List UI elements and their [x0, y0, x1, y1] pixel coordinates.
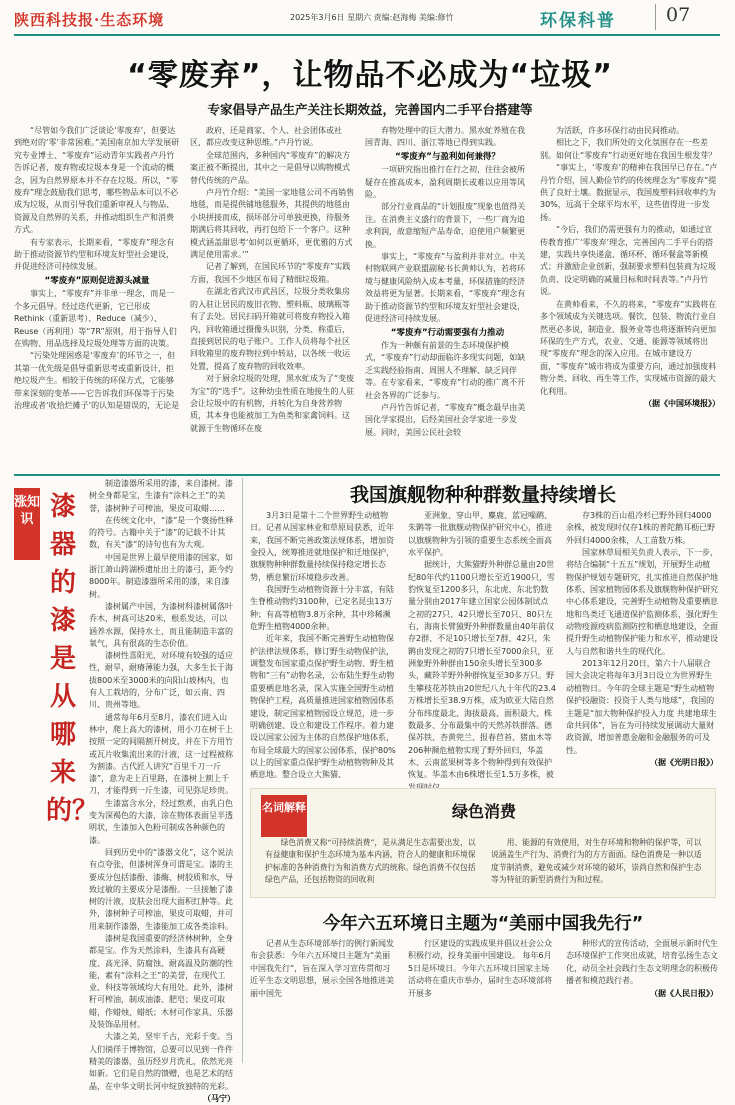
env-day-headline: 今年六五环境日主题为“美丽中国我先行” — [322, 914, 644, 934]
paragraph: 近年来，我国不断完善野生动植物保护法律法规体系，修订野生动物保护法，调整发布国家重点保护野生动物、野生植物和“三有”动物名录，公布陆生野生动物重要栖息地名录，深入实施全国野生动植物保护工程，高质量推进国家植物园体系建设，制定国家植物园设立规范，进一步明确创建、设立和建设工作程序。着力建设以国家公园为主体的自然保护地体系，布局全球最大的国家公园体系，保护80%以上的国家重点保护野生动植物物种及其栖息地。整合设立大熊猫、 — [250, 634, 396, 780]
glossary-text-left — [265, 837, 477, 897]
paragraph: 用、能源的有效使用，对生存环境和物种的保护等，可以说涵盖生产行为、消费行为的方方面面。绿色消费是一种以适度节制消费，避免或减少对环境的破坏，崇尚自然和保护生态等为特征的新型消费行为和过程。 — [491, 838, 702, 885]
flora-column-2 — [408, 510, 556, 780]
paragraph: 一项研究指出推行在行之初，往往会被所疑存在推高成本，盈利周期长或难以应用等风险。 — [365, 165, 525, 200]
env-column-1 — [250, 938, 398, 1063]
issue-meta: 2025年3月6日 星期六 责编:赵海梅 美编:修竹 — [290, 13, 454, 22]
knowledge-badge: 涨知识 — [14, 488, 40, 560]
flora-column-1 — [250, 510, 398, 780]
flora-headline: 我国旗舰物种种群数量持续增长 — [349, 484, 616, 506]
paragraph: 国家林草局相关负责人表示，下一步，将结合编制“十五五”规划，开展野生动植物保护规划专题研究，扎实推进自然保护地体系、国家植物园体系及旗舰物种保护研究中心体系建设，完善野生动植物及重要栖息地和鸟类迁飞通道保护监测体系，强化野生动物疫源疫病监测防控和栖息地建设，全面提升野生动植物保护能力和水平，推动建设人与自然和谐共生的现代化。 — [566, 548, 718, 656]
glossary-box — [250, 788, 716, 898]
paragraph: 通常每年6月至8月，漆农们进入山林中，爬上高大的漆树，用小刀在树干上按照一定的间隔割开树皮，并在下方用竹或瓦片收集流出来的汁液，这一过程被称为割漆。古代匠人讲究“百里千刀一斤漆”，意为走上百里路，在漆树上割上千刀，才能得到一斤生漆，可见弥足珍贵。 — [89, 712, 233, 796]
env-column-2 — [408, 938, 556, 1063]
paragraph: 卢丹竹告诉记者，“零废弃”概念最早由美国化学家提出，后经美国社会学家进一步发展。同时，美国公民社会较 — [365, 402, 526, 437]
paragraph: 弃物处理中的巨大潜力。黑水虻养殖在我国青海、四川、浙江等地已得到实践。 — [365, 126, 525, 148]
main-subhead: 专家倡导产品生产关注长期效益，完善国内二手平台搭建等 — [207, 102, 533, 117]
article-subheading: “零废弃”与盈利如何兼得？ — [395, 151, 500, 162]
paragraph: 中国是世界上最早使用漆的国家，如浙江萧山跨湖桥遗址出土的漆弓，距今约8000年。制造漆器所采用的漆，来自漆树。 — [89, 552, 233, 599]
source-credit: （据《中国环境报》） — [644, 398, 720, 408]
paragraph: 漆树性喜阳光，对环境有较强的适应性，耐旱，耐瘠薄能力强，大多生长于海拔800米至3000米的向阳山坡林内，也有人工栽培的，分布广泛，如云南、四川、贵州等地。 — [89, 651, 233, 710]
paragraph: 相比之下，我们所处的文化氛围存在一些差别。如何让“零废弃”行动更好地在我国生根发芽？ — [540, 138, 717, 160]
source-credit: （据《光明日报》） — [650, 757, 718, 767]
paragraph: 种形式的宣传活动，全面展示新时代生态环境保护工作突出成就，培育弘扬生态文化，动员全社会践行生态文明理念的积极传播者和模范践行者。 — [566, 939, 718, 986]
env-column-3 — [566, 938, 718, 1063]
paragraph: 绿色消费又称“可持续消费”，是从满足生态需要出发，以有益健康和保护生态环境为基本内涵，符合人的健康和环境保护标准的各种消费行为和消费方式的统称。绿色消费不仅包括绿色产品，还包括物资的回收利 — [265, 838, 476, 885]
paragraph: 事实上，“零废弃”与盈利并非对立。中关村物联网产业联盟副秘书长黄帅认为，若将环境与健康风险纳入成本考量，环保措施的经济效益将更为显著。长期来看，“零废弃”理念有助于推动资源节约型和环境友好型社会建设，促进经济可持续发展。 — [365, 252, 526, 324]
paragraph: “事实上，‘零废弃’的精神在我国早已存在。”卢丹竹介绍，国人勤俭节约的传统理念为“零废弃”提供了良好土壤。数据显示，我国废塑料回收率约为30%，远高于全球平均水平，这些值得进一步发扬。 — [540, 163, 718, 222]
paragraph: 制造漆器所采用的漆，来自漆树。漆树全身都是宝，生漆有“涂料之王”的美誉，漆树种子可榨油，果皮可取蜡…… — [89, 479, 233, 513]
paragraph: 在传统文化中，“漆”是一个褒扬性释的符号。古籍中关于“漆”的记载不计其数，有关“漆”的诗句也有为大观。 — [89, 515, 234, 550]
paragraph: 在黄帅看来，不久的将来，“零废弃”实践将在多个领域成为关键选项。餐饮、包装、物流行业自然更必多说，制造业、服务业等也将逐渐转向更加环保的生产方式，农业、交通、能源等领域将出现“零废弃”理念的深入应用。在城市建设方面，“零废弃”城市将成为重要方向，通过加强废料物分类、回收、再生等工作，实现城市资源的最大化利用。 — [540, 299, 717, 396]
glossary-badge: 名词解释 — [261, 795, 307, 837]
paragraph: 为活跃，许多环保行动由民间推动。 — [556, 126, 684, 135]
article-column-2 — [190, 125, 355, 470]
article-subheading: “零废弃”行动需要强有力推动 — [390, 327, 505, 338]
paragraph: 事实上，“零废弃”并非单一理念，而是一个多元倡导。经过迭代更新，它已形成Rethink（重新思考）、Reduce（减少）、Reuse（再利用）等“7R”原则，用于指导人们在购物、用品选择及垃圾处理等方面的决策。 — [14, 289, 177, 348]
page-number: 07 — [655, 4, 717, 30]
paragraph: 行区建设的实践成果并倡议社会公众积极行动，投身美丽中国建设。 每年6月5日是环境日。今年六五环境日国家主场活动将在重庆市举办，届时生态环境部将开展多 — [408, 939, 552, 998]
masthead — [0, 0, 735, 44]
paragraph: 生漆富含水分，经过熬煮，由乳白色变为深褐色的大漆，涂在物体表面呈半透明状，生漆加入色粉可制成各种颜色的漆。 — [89, 798, 233, 845]
paragraph: 对于厨余垃圾的处理，黑水虻成为了“变废为宝”的“选手”。这种幼虫性质在地接生的人驻会让垃圾中的有机物，并转化为自身营养物质，其本身也能被加工为鱼类和家禽饲料。这就源于生物循环在废 — [190, 374, 355, 433]
paragraph: 亚洲象、穿山甲、麋鹿、蓝冠噪鹛、朱鹮等一批旗舰动物保护研究中心，推进以旗舰物种为引领的重要生态系统全面高水平保护。 — [408, 511, 552, 558]
paragraph: “今后，我们仍需更强有力的推动，如通过宣传教育推广‘零废弃’理念，完善国内二手平台的搭建，实践共享快递盒、循环杯、循环餐盒等新模式；并激励企业创新，强制要求塑料包装商为垃圾负责、设定明确的减量目标和时间表等。”卢丹竹说。 — [540, 225, 716, 297]
flora-column-3 — [566, 510, 718, 780]
paragraph: 回到历史中的“漆器文化”，这个说法有点夸张，但漆树浑身可谓是宝。漆的主要成分包括漆酚、漆酶、树胶质和水，导致过敏的主要成分是漆酚。一旦接触了漆树的汁液，皮肤会出现大面积红肿等。此外，漆树种子可榨油，果皮可取蜡，并可用来制作漆器，生漆能加工成各类涂料。 — [89, 847, 234, 931]
paragraph: 记者了解到，在国民环节的“零废弃”实践方面，我国不少地区布局了精细垃圾箱。 — [190, 262, 351, 284]
paragraph: 存3株的百山祖冷杉已野外回归4000余株，被发现时仅存1株的普陀鹅耳枥已野外回归4000余株，人工苗数万株。 — [566, 511, 716, 545]
paragraph: 部分行业商品的“计划报废”现象也值得关注。在消费主义盛行的背景下，一些厂商为追求利润，故意缩短产品寿命，迫使用户频繁更换。 — [365, 202, 526, 249]
section-title: 环保科普 — [540, 11, 616, 31]
paragraph: 全球范围内，多种国内“零废弃”的解决方案正被不断提出，其中之一是倡导以购物模式替代传统的产品。 — [190, 150, 351, 185]
column-divider — [242, 478, 243, 1063]
article-column-4 — [540, 125, 720, 470]
paragraph: 3月3日是第十二个世界野生动植物日。记者从国家林业和草原局获悉，近年来，我国不断完善政策法规体系，增加资金投入，统筹推进就地保护和迁地保护，旗舰物种种群数量持续保持稳定增长态势，栖息繁衍环境稳步改善。 — [250, 511, 394, 582]
article-column-3 — [365, 125, 530, 470]
glossary-title: 绿色消费 — [451, 802, 516, 821]
paragraph: 政府、还是商家、个人、社会团体或社区，都应改变这种思维。”卢丹竹说。 — [190, 126, 342, 148]
source-credit: （据《人民日报》） — [650, 988, 718, 998]
main-headline: “零废弃”，让物品不必成为“垃圾” — [127, 58, 613, 93]
section-divider — [14, 474, 720, 476]
paragraph: 在湖北省武汉市武昌区，垃圾分类收集房的入驻让居民的废旧衣物、塑料瓶、玻璃瓶等有了去处。居民扫码开箱就可将废弃物投入箱内，回收箱通过摄像头识别，分类、称重后，直接到居民的电子账户。工作人员将每个社区回收箱里的废弃物拉到中转站，以各统一收运处置，提高了废弃物的回收效率。 — [190, 287, 350, 371]
paragraph: 漆树是我国重要的经济林树种，全身都是宝。作为天然涂料，生漆具有高硬度、高光泽、防腐蚀、耐高温及防潮的性能，素有“涂料之王”的美誉，在现代工业、科技等领域均大有用处。此外，漆树籽可榨油，制成油漆、肥皂；果皮可取蜡，作蜡烛、蜡纸；木材可作家具、乐器及装饰品用材。 — [89, 933, 233, 1030]
paragraph: 漆树属产中国，为漆树科漆树属落叶乔木，树高可达20米，根系发达，可以涵养水源，保持水土，而且能制造丰富的氧气，具有很高的生态价值。 — [89, 601, 233, 648]
paragraph: 记者从生态环境部举行的例行新闻发布会获悉：今年六五环境日主题为“美丽中国我先行”，旨在深入学习宣传贯彻习近平生态文明思想，展示全国各地推进美丽中国先 — [250, 939, 394, 998]
article-column-1 — [14, 125, 180, 470]
source-credit: （马宁） — [203, 1093, 235, 1103]
paragraph: 作为一种颇有前景的生态环境保护模式，“零废弃”行动却面临许多现实问题，如缺乏实践经验指南、周围人不理解、缺乏同伴等。在专家看来，“零废弃”行动的推广离不开社会各界的广泛参与。 — [365, 340, 526, 400]
glossary-text-right — [491, 837, 703, 897]
paragraph: “污染处理困惑是‘零废弃’的环节之一，但其第一优先级是倡导重新思考或重新设计，拒绝垃圾产生。相较于传统的环保方式，它能够带来深刻的变革——它告诉我们环保等于污染治理或者‘收拾烂摊子’的认知是错误的，无论是 — [14, 351, 180, 410]
paragraph: “尽管如今我们广泛谈论‘零废弃’，但要达到绝对的‘零’非常困难。”美国南京加大学发展研究专业博士、“零废弃”运动青年实践者卢丹竹告诉记者，废弃物或垃圾本身是一个流动的概念，因为自然界原本并不存在垃圾。所以，“零废弃”理念鼓励我们思考，哪些物品本可以不必成为垃圾，从而引导我们重新审视人与物品、资源及自然界的关系，并推动组织生产和消费方式。 — [14, 126, 180, 235]
masthead-rule — [14, 34, 720, 36]
paragraph: 大漆之美，坚牢千古，光彩千变。当人们徜徉于博物馆，总要可以见到一件件精美的漆器，虽历经岁月洗礼，依然光亮如新。它们是自然的馈赠，也是艺术的结晶，在中华文明长河中绽放独特的光彩。 — [89, 1032, 233, 1091]
paragraph: 2013年12月20日，第六十八届联合国大会决定将每年3月3日设立为世界野生动植物日。今年的全球主题是“野生动植物保护投融资：投资于人类与地球”，我国的主题是“加大物种保护投入力度 共建地球生命共同体”，旨在为可持续发展调动大量财政资源，增加普惠金融和金融服务的可及性。 — [566, 659, 717, 755]
article-subheading: “零废弃”原则促进源头减量 — [44, 275, 150, 286]
lacquer-title: 漆器的漆是从哪来的？ — [46, 492, 99, 826]
paragraph: 据统计，大熊猫野外种群总量由20世纪80年代约1100只增长至近1900只，雪豹恢复至1200多只，东北虎、东北豹数量分别由2017年建立国家公园体制试点之初的27只、42只增长至70只、80只左右，海南长臂猿野外种群数量由40年前仅存2群、不足10只增长至7群、42只，朱鹮由发现之初的7只增长至7000余只，亚洲象野外种群由150余头增长至300多头，藏羚羊野外种群恢复至30多万只。野生攀枝花苏铁由20世纪八九十年代的23.4万株增长至38.9万株，成为欧亚大陆自然分布纬度最北、海拔最高、面积最大、株数最多、分布最集中的天然苏铁群落。德保苏铁、杏黄兜兰、报春苣苔、猪血木等206种濒危植物实现了野外回归，华盖木、云南蓝果树等多个物种得到有效保护恢复。华盖木由6株增长至1.5万多株，被 — [408, 560, 556, 780]
paragraph: 我国野生动植物资源十分丰富，有陆生脊椎动物约3100种，已定名昆虫13万种；有高等植物3.8万余种，其中珍稀濒危野生植物4000余种。 — [250, 585, 394, 632]
paragraph: 有专家表示，长期来看，“零废弃”理念有助于推动资源节约型和环境友好型社会建设，并促进经济可持续发展。 — [14, 237, 175, 272]
paragraph: 卢丹竹介绍：“美国一家地毯公司不再销售地毯，而是提供铺地毯服务，其提供的地毯由小块拼接而成，损坏部分可单独更换，待服务期满后将其回收，再打包给下一个客户。这种模式涵盖甜思考‘如何以更循环，更优雅的方式满足使用需求。’” — [190, 188, 355, 260]
newspaper-logo: 陕西科技报·生态环境 — [14, 11, 165, 29]
lacquer-article — [89, 478, 235, 1103]
